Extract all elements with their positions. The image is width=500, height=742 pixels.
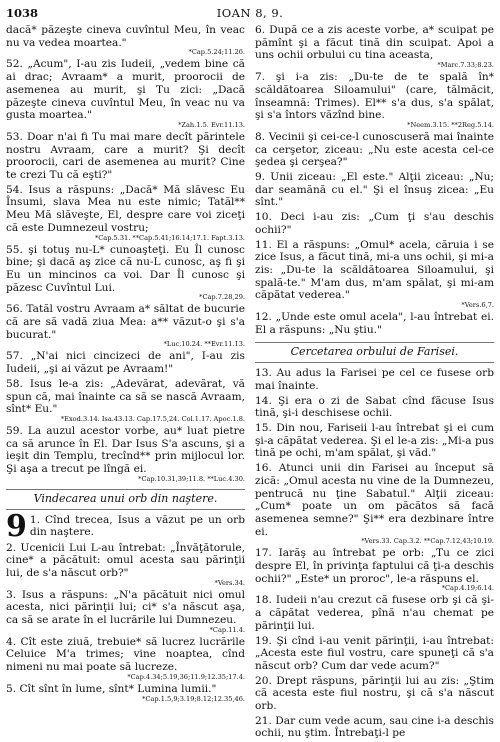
verse-text: 20. Drept răspuns, părinţii lui au zis: „Ştim că acesta este fiul nostru, şi că s'a născut orb. [255, 674, 494, 713]
text-columns [6, 24, 494, 742]
cross-reference: *Cap.5.31. **Cap.5.41;16.14;17.1. Fapt.3.13. [94, 233, 245, 242]
verse-text: 10. Deci i-au zis: „Cum ţi s'au deschis ochii?" [255, 211, 494, 236]
verse-text: 8. Vecinii şi cei-ce-l cunoscuseră mai înainte ca cerşetor, ziceau: „Nu este acesta cel-ce şedea şi cerşea?" [255, 130, 494, 169]
verse [6, 542, 245, 587]
cross-reference: *Cap.4.34;5.19,36;11.9;12.35;17.4. [127, 672, 245, 681]
cross-reference: *Cap.1.5,9;3.19;8.12;12.35,46. [142, 694, 245, 703]
verse-text: 1. Cînd trecea, Isus a văzut pe un orb din naştere. [29, 513, 245, 539]
verse [255, 594, 494, 632]
verse [6, 24, 245, 56]
verse [255, 24, 494, 69]
verse [6, 636, 245, 681]
verse-text: 54. Isus a răspuns: „Dacă* Mă slăvesc Eu Însumi, slava Mea nu este nimic; Tatăl** Meu Mă slăveşte, El, despre care voi ziceţi că este Dumnezeul vostru; [6, 183, 245, 234]
verse-text: 6. După ce a zis aceste vorbe, a* scuipat pe pămînt şi a făcut tină din scuipat. Apoi a uns ochii orbului cu tina aceasta, [255, 24, 494, 62]
verse [6, 589, 245, 634]
cross-reference: *Neem.3.15. **2Reg.5.14. [407, 120, 494, 129]
verse-text: 13. Au adus la Farisei pe cel ce fusese orb mai înainte. [255, 367, 494, 392]
verse [6, 184, 245, 242]
running-title: IOAN 8, 9. [216, 6, 284, 20]
verse [6, 350, 245, 375]
verse-text: 58. Isus le-a zis: „Adevărat, adevărat, vă spun că, mai înainte ca să se nască Avraam, sînt* Eu." [6, 377, 245, 416]
verse [255, 131, 494, 169]
verse [255, 367, 494, 392]
verse-text: dacă* păzeşte cineva cuvîntul Meu, în veac nu va vedea moartea." [6, 24, 245, 49]
verse-text: 5. Cît sînt în lume, sînt* Lumina lumii." [6, 682, 217, 695]
verse [6, 425, 245, 483]
verse-text: 2. Ucenicii Lui L-au întrebat: „Învăţătorule, cine* a păcătuit: omul acesta sau părinţii lui, de s'a născut orb?" [6, 541, 245, 579]
cross-reference: *Cap.10.31,39;11.8. **Luc.4.30. [138, 474, 245, 483]
cross-reference: *Cap.11.4. [209, 625, 245, 634]
verse [255, 311, 494, 336]
verse-text: 14. Şi era o zi de Sabat cînd făcuse Isus tină, şi-i deschisese ochii. [255, 394, 494, 420]
cross-reference: *Zah.1.5. Evr.11.13. [178, 120, 245, 129]
verse [6, 378, 245, 423]
verse [255, 395, 494, 420]
verse [6, 244, 245, 302]
verse [6, 508, 245, 544]
verse [6, 58, 245, 129]
cross-reference: *Marc.7.33;8.23. [437, 61, 494, 70]
verse [255, 422, 494, 460]
verse-text: 12. „Unde este omul acela", l-au întrebat ei. El a răspuns: „Nu ştiu." [255, 311, 494, 336]
verse-text: 53. Doar n'ai fi Tu mai mare decît părintele nostru Avraam, care a murit? Şi decît proorocii, cari de asemenea au murit? Cine te crezi Tu că eşti?" [6, 130, 245, 182]
verse-text: 9. Unii ziceau: „El este." Alţii ziceau: „Nu; dar seamănă cu el." Şi el însuş zicea: „Eu sînt." [255, 171, 494, 209]
cross-reference: *Exod.3.14. Isa.43.13. Cap.17.5,24. Col.1.17. Apoc.1.8. [60, 414, 245, 423]
cross-reference: *Cap.5.24;11.26. [188, 48, 245, 57]
verse-text: 21. Dar cum vede acum, sau cine i-a deschis ochii, nu ştim. Întrebaţi-l pe [255, 714, 494, 740]
verse [255, 675, 494, 713]
cross-reference: *Vers.34. [214, 578, 245, 587]
verse-text: 3. Isus a răspuns: „N'a păcătuit nici omul acesta, nici părinţii lui; ci* s'a născut aşa, ca să se arate în el lucrările lui Dumnezeu. [6, 588, 245, 627]
verse [6, 303, 245, 348]
cross-reference: *Cap.7.28,29. [199, 293, 245, 302]
verse-text: 56. Tatăl vostru Avraam a* săltat de bucurie că are să vadă ziua Mea: a** văzut-o şi s'a bucurat." [6, 303, 245, 341]
verse-text: 55. şi totuş nu-L* cunoaşteţi. Eu Îl cunosc bine; şi dacă aş zice că nu-L cunosc, aş fi şi Eu un mincinos ca voi. Dar Îl cunosc şi păzesc Cuvîntul Lui. [6, 243, 245, 294]
verse-text: 7. şi i-a zis: „Du-te de te spală în* scăldătoarea Siloamului" (care, tălmăcit, înseamnă: Trimes). El** s'a dus, s'a spălat, şi s'a întors văzînd bine. [255, 71, 494, 122]
verse [255, 462, 494, 545]
cross-reference: *Cap.4.19;6.14. [441, 584, 494, 593]
section-heading: Cercetarea orbului de Farisei. [255, 342, 494, 363]
verse [255, 71, 494, 129]
verse-text: 57. „N'ai nici cincizeci de ani", I-au zis Iudeii, „şi ai văzut pe Avraam!" [6, 350, 245, 376]
verse-text: 52. „Acum", I-au zis Iudeii, „vedem bine că ai drac; Avraam* a murit, proorocii de asemenea au murit, şi Tu zici: „Dacă păzeşte cineva cuvîntul Meu, în veac nu va gusta moartea." [6, 58, 245, 122]
verse-text: 17. Iarăş au întrebat pe orb: „Tu ce zici despre El, în privinţa faptului că ţi-a deschis ochii?" „Este* un proroc", le-a răspuns el. [255, 547, 494, 585]
verse [6, 683, 245, 703]
verse [6, 131, 245, 182]
verse [255, 547, 494, 592]
left-column [6, 24, 245, 742]
verse [255, 635, 494, 673]
cross-reference: *Vers.6,7. [461, 301, 494, 310]
verse [255, 171, 494, 209]
verse-text: 19. Şi cînd i-au venit părinţii, i-au întrebat: „Acesta este fiul vostru, care spuneţi că s'a născut orb? Cum dar vede acum?" [255, 634, 494, 672]
verse-text: 59. La auzul acestor vorbe, au* luat pietre ca să arunce în El. Dar Isus S'a ascuns, şi a ieşit din Templu, trecînd** prin mijlocul lor. Şi aşa a trecut pe lîngă ei. [6, 424, 245, 476]
section-heading: Vindecarea unui orb din naştere. [6, 489, 245, 510]
page-number: 1038 [6, 6, 39, 20]
verse-text: 18. Iudeii n'au crezut că fusese orb şi că şi-a căpătat vederea, pînă n'au chemat pe părinţii lui. [255, 594, 494, 632]
verse-text: 11. El a răspuns: „Omul* acela, căruia i se zice Isus, a făcut tină, mi-a uns ochii, şi mi-a zis: „Du-te la scăldătoarea Siloamului, şi spală-te." M'am dus, m'am spălat, şi mi-am căpătat vederea." [255, 238, 494, 302]
verse-text: 16. Atunci unii din Farisei au început să zică: „Omul acesta nu vine de la Dumnezeu, pentrucă nu ţine Sabatul." Alţii ziceau: „Cum* poate un om păcătos să facă asemenea semne?" Şi** era dezbinare între ei. [255, 462, 494, 538]
chapter-number: 9 [6, 508, 27, 544]
right-column [255, 24, 494, 742]
cross-reference: *Luc.10.24. **Evr.11.13. [163, 340, 245, 349]
verse-text: 15. Din nou, Fariseii l-au întrebat şi ei cum şi-a căpătat vederea. Şi el le-a zis: „Mi-a pus tină pe ochi, m'am spălat, şi văd." [255, 421, 494, 460]
verse [255, 715, 494, 740]
verse [255, 239, 494, 310]
verse-text: 4. Cît este ziuă, trebuie* să lucrez lucrările Celuice M'a trimes; vine noaptea, cînd nimeni nu mai poate să lucreze. [6, 635, 245, 674]
cross-reference: *Vers.33. Cap.3.2. **Cap.7.12,43;10.19. [361, 537, 494, 546]
verse [255, 211, 494, 236]
